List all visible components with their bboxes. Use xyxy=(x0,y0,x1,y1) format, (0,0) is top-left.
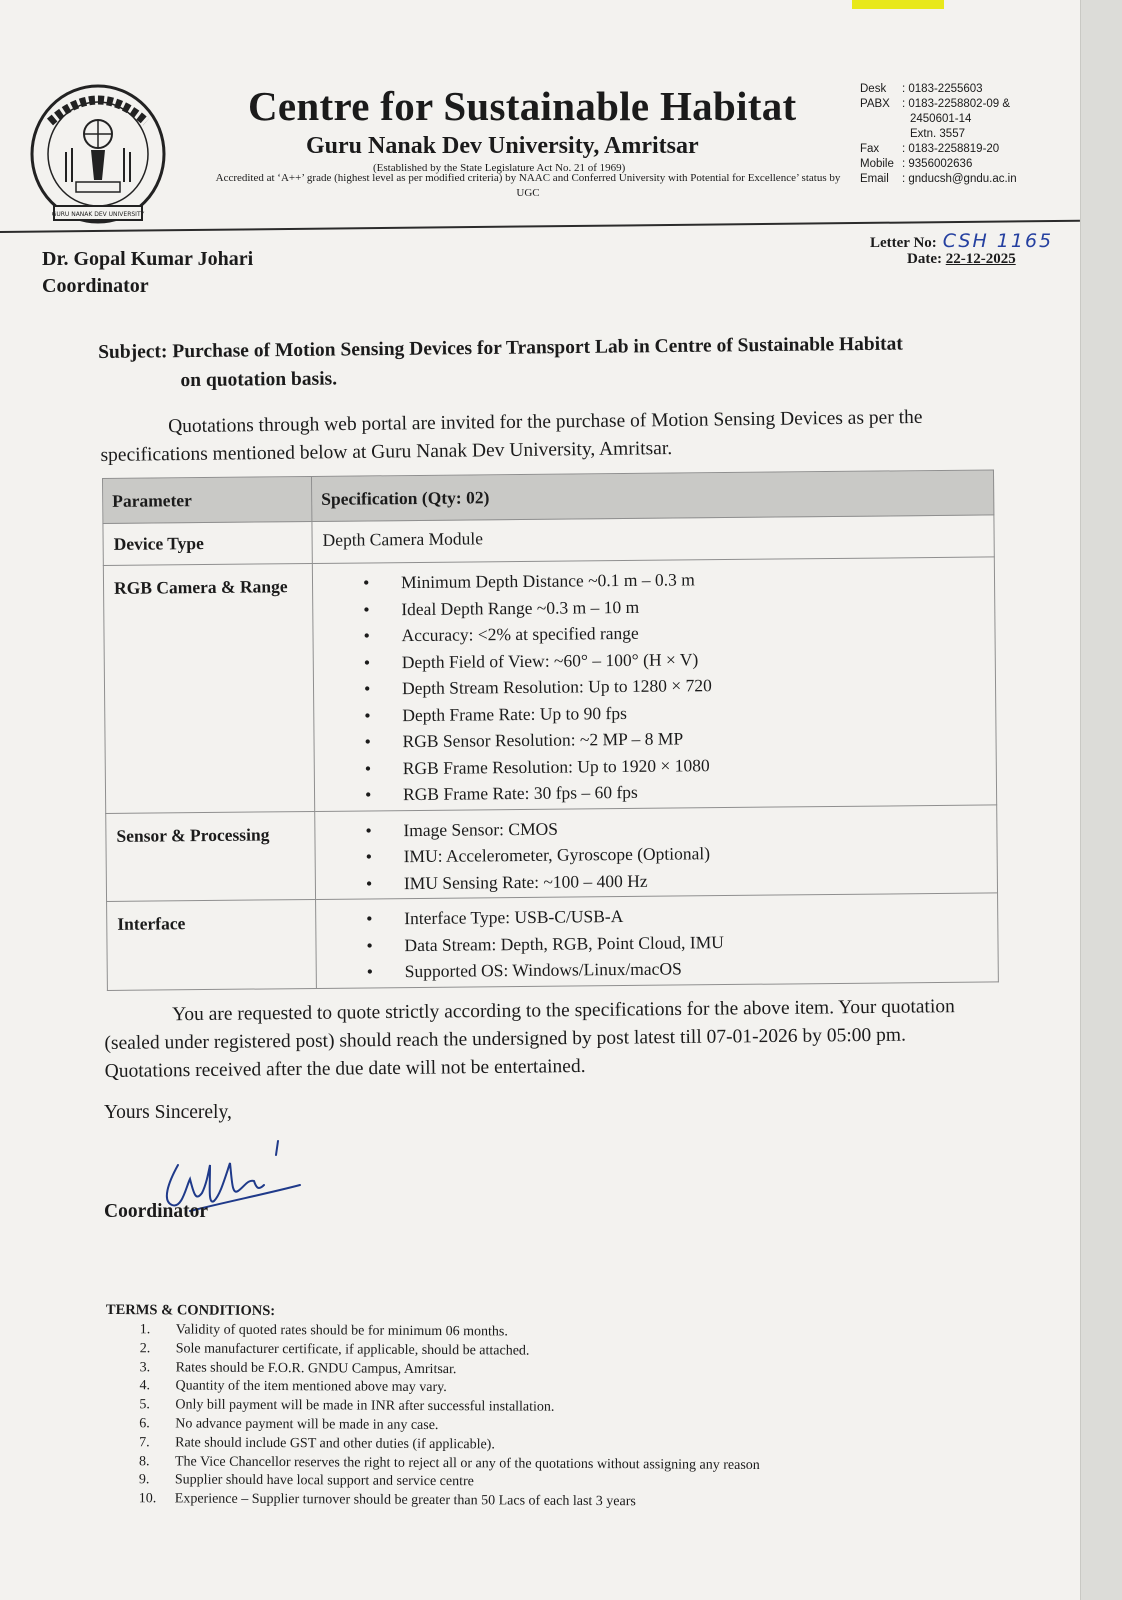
term-text: Validity of quoted rates should be for minimum 06 months. xyxy=(175,1322,508,1340)
term-number: 10. xyxy=(138,1491,157,1507)
term-text: Only bill payment will be made in INR after successful installation. xyxy=(175,1397,555,1415)
header-specification: Specification (Qty: 02) xyxy=(311,470,993,522)
letter-date xyxy=(907,251,1016,268)
term-text: Rate should include GST and other duties (if applicable). xyxy=(175,1435,495,1453)
term-text: No advance payment will be made in any case. xyxy=(175,1416,439,1434)
spec-item: • Accuracy: <2% at specified range xyxy=(323,617,984,650)
spec-cell xyxy=(316,893,999,988)
term-number: 2. xyxy=(139,1341,151,1357)
spec-item: • Interface Type: USB-C/USB-A xyxy=(326,900,987,933)
spec-item: • Minimum Depth Distance ~0.1 m – 0.3 m xyxy=(323,564,984,597)
subject-line xyxy=(98,330,903,396)
spec-item: • RGB Frame Rate: 30 fps – 60 fps xyxy=(325,776,986,809)
param-cell: Device Type xyxy=(103,521,312,565)
contact-value: : 9356002636 xyxy=(902,158,973,170)
sticky-note-edge xyxy=(852,0,944,9)
subject-text-line2: on quotation basis. xyxy=(180,368,338,392)
param-cell: Interface xyxy=(107,899,317,990)
contact-value: : 0183-2255603 xyxy=(902,83,983,95)
contact-label: Desk xyxy=(860,83,887,95)
spec-item: • IMU: Accelerometer, Gyroscope (Optional) xyxy=(326,838,987,871)
date-value: 22-12-2025 xyxy=(945,251,1016,267)
contact-label xyxy=(860,112,910,127)
spec-cell xyxy=(315,804,998,899)
signer-block xyxy=(42,246,253,300)
terms-and-conditions xyxy=(105,1302,761,1513)
contact-label: Mobile xyxy=(860,158,894,170)
contact-row xyxy=(860,172,1017,187)
contact-label: PABX xyxy=(860,98,890,110)
closing-paragraph: You are requested to quote strictly according to the specifications for the above item. Your quotation (sealed under registered post) should reach the undersigned by post latest till 07-01-2026 by 05:00 pm. Quotations received after the due date will not be entertained. xyxy=(104,996,955,1082)
spec-item: • Supported OS: Windows/Linux/macOS xyxy=(327,953,988,986)
term-text: Quantity of the item mentioned above may vary. xyxy=(175,1378,447,1396)
table-row xyxy=(106,804,998,901)
university-emblem-icon xyxy=(28,82,168,230)
spec-item: • RGB Sensor Resolution: ~2 MP – 8 MP xyxy=(324,723,985,756)
letter-number-label: Letter No: xyxy=(870,235,937,251)
term-text: Experience – Supplier turnover should be greater than 50 Lacs of each last 3 years xyxy=(174,1491,636,1510)
param-cell: Sensor & Processing xyxy=(106,811,316,902)
spec-item: • RGB Frame Resolution: Up to 1920 × 1080 xyxy=(325,749,986,782)
contact-row xyxy=(860,97,1017,112)
term-number: 5. xyxy=(139,1397,150,1413)
term-text: The Vice Chancellor reserves the right to reject all or any of the quotations without assigning any reason xyxy=(174,1454,760,1473)
institution-title: Centre for Sustainable Habitat xyxy=(248,83,797,129)
term-number: 1. xyxy=(139,1322,151,1338)
term-item xyxy=(105,1490,760,1513)
logo-caption: GURU NANAK DEV UNIVERSITY xyxy=(51,211,145,218)
contact-row xyxy=(860,157,1017,172)
contact-row xyxy=(860,112,1017,127)
table-row xyxy=(107,893,999,990)
contact-value: Extn. 3557 xyxy=(910,128,965,140)
contact-value: 2450601-14 xyxy=(910,113,972,125)
valediction: Yours Sincerely, xyxy=(104,1102,232,1123)
accreditation-note: Accredited at ‘A++’ grade (highest level as per modified criteria) by NAAC and Conferred University with Potential for Excellence’ status by UGC xyxy=(215,172,841,199)
contact-value: : 0183-2258819-20 xyxy=(902,143,1000,155)
term-number: 6. xyxy=(139,1416,150,1432)
contact-value: : gnducsh@gndu.ac.in xyxy=(902,173,1017,185)
term-number: 3. xyxy=(139,1359,151,1375)
signatory-title: Coordinator xyxy=(104,1201,208,1222)
contact-row xyxy=(860,82,1017,97)
table-row xyxy=(103,557,996,813)
subject-label: Subject: xyxy=(98,341,168,363)
spec-item: • Depth Stream Resolution: Up to 1280 × 720 xyxy=(324,670,985,703)
term-text: Sole manufacturer certificate, if applicable, should be attached. xyxy=(175,1341,530,1359)
establishment-note: (Established by the State Legislature Act No. 21 of 1969) xyxy=(373,162,626,174)
terms-title: TERMS & CONDITIONS: xyxy=(105,1302,276,1320)
signer-name: Dr. Gopal Kumar Johari xyxy=(42,248,254,270)
spec-item: • Image Sensor: CMOS xyxy=(325,811,986,844)
letter-number-value: CSH 1165 xyxy=(942,230,1054,252)
spec-item: • Data Stream: Depth, RGB, Point Cloud, IMU xyxy=(326,926,987,959)
spec-item: • Depth Field of View: ~60° – 100° (H × V) xyxy=(324,643,985,676)
spec-item: • Ideal Depth Range ~0.3 m – 10 m xyxy=(323,590,984,623)
contact-block xyxy=(860,82,1017,187)
contact-row xyxy=(860,142,1017,157)
spec-item: • IMU Sensing Rate: ~100 – 400 Hz xyxy=(326,864,987,897)
contact-value: : 0183-2258802-09 & xyxy=(902,98,1011,110)
param-cell: RGB Camera & Range xyxy=(103,563,314,812)
term-number: 4. xyxy=(139,1378,151,1394)
spec-cell xyxy=(312,557,996,811)
contact-row xyxy=(860,127,1017,142)
signer-designation: Coordinator xyxy=(42,275,149,297)
term-number: 9. xyxy=(138,1472,150,1488)
subject-text-line1: Purchase of Motion Sensing Devices for Transport Lab in Centre of Sustainable Habitat xyxy=(172,333,903,363)
spec-cell: Depth Camera Module xyxy=(312,515,994,564)
specification-table xyxy=(102,469,999,990)
date-label: Date: xyxy=(907,251,942,267)
term-number: 7. xyxy=(139,1434,150,1451)
term-text: Supplier should have local support and service centre xyxy=(174,1472,474,1490)
university-name: Guru Nanak Dev University, Amritsar xyxy=(306,133,699,159)
contact-label: Fax xyxy=(860,143,880,155)
header-parameter: Parameter xyxy=(103,476,312,523)
contact-label: Email xyxy=(860,173,889,185)
spec-item: • Depth Frame Rate: Up to 90 fps xyxy=(324,696,985,729)
intro-paragraph: Quotations through web portal are invited for the purchase of Motion Sensing Devices as per the specifications mentioned below at Guru Nanak Dev University, Amritsar. xyxy=(100,406,923,466)
term-number: 8. xyxy=(138,1453,150,1469)
contact-label xyxy=(860,127,910,142)
term-text: Rates should be F.O.R. GNDU Campus, Amritsar. xyxy=(175,1360,457,1377)
letter-number xyxy=(870,230,1053,252)
